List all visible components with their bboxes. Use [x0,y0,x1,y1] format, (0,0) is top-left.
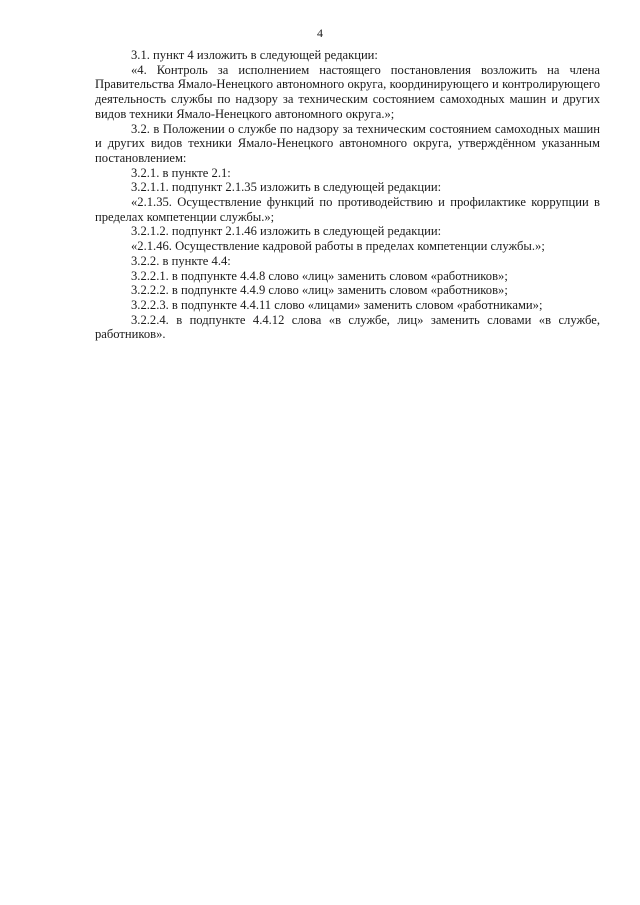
paragraph-3-2: 3.2. в Положении о службе по надзору за техническим состоянием самоходных машин и других видов техники Ямало-Ненецкого автономного округа, утверждённом указанным постановлением: [95,121,600,165]
paragraph-3-2-1-2: 3.2.1.2. подпункт 2.1.46 изложить в следующей редакции: [131,224,442,239]
paragraph-2-1-46-text: «2.1.46. Осуществление кадровой работы в пределах компетенции службы.»; [131,239,545,254]
paragraph-3-2-2-2: 3.2.2.2. в подпункте 4.4.9 слово «лиц» заменить словом «работников»; [131,283,508,298]
page-number: 4 [317,26,323,40]
paragraph-3-2-2: 3.2.2. в пункте 4.4: [131,253,231,268]
paragraph-2-1-35-text: «2.1.35. Осуществление функций по противодействию и профилактике коррупции в пределах компетенции службы.»; [95,195,600,224]
paragraph-item-4-text: «4. Контроль за исполнением настоящего постановления возложить на члена Правительства Ямало-Ненецкого автономного округа, координирующего и контролирующего деятельность службы по надзору за техническим состоянием самоходных машин и других видов техники Ямало-Ненецкого автономного округа.»; [95,62,600,121]
paragraph-3-2-2-3: 3.2.2.3. в подпункте 4.4.11 слово «лицами» заменить словом «работниками»; [131,297,543,312]
paragraph-3-2-2-1: 3.2.2.1. в подпункте 4.4.8 слово «лиц» заменить словом «работников»; [131,268,508,283]
paragraph-3-1: 3.1. пункт 4 изложить в следующей редакции: [131,48,378,62]
document-body [95,48,600,342]
paragraph-3-2-2-4: 3.2.2.4. в подпункте 4.4.12 слова «в службе, лиц» заменить словами «в службе, работников». [95,312,600,342]
paragraph-3-2-1-1: 3.2.1.1. подпункт 2.1.35 изложить в следующей редакции: [131,180,442,195]
paragraph-3-2-1: 3.2.1. в пункте 2.1: [131,165,231,180]
